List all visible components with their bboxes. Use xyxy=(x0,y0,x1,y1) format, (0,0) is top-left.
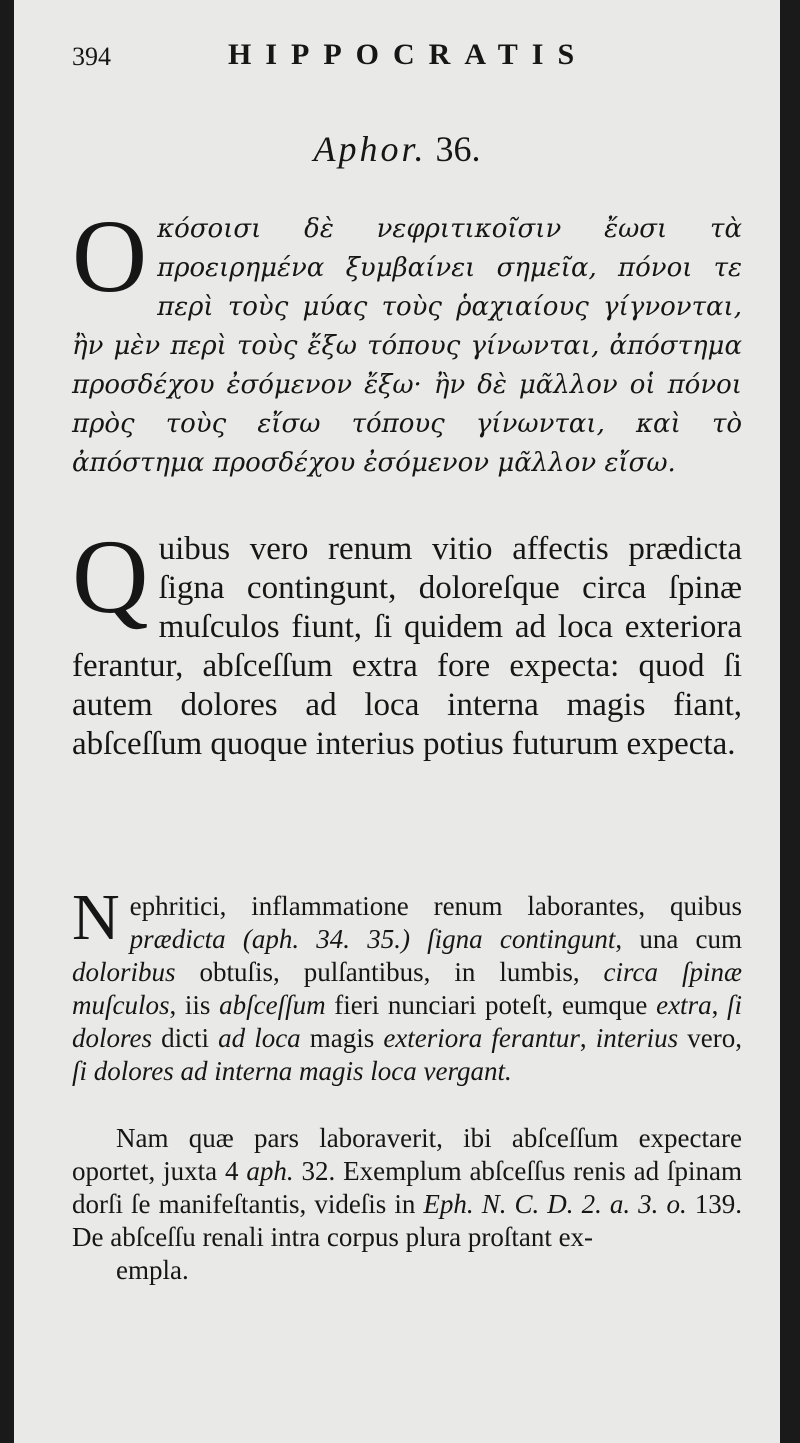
commentary-span: 32. Exemplum abſceſſus renis ad ſpinam dorſi ſe manifeſtantis, videſis in xyxy=(72,1156,742,1219)
commentary-span: circa ſpinæ muſculos xyxy=(72,957,742,1020)
greek-drop-cap: O xyxy=(72,199,148,314)
commentary-span: 139. De abſceſſu renali intra corpus plura proſtant ex- xyxy=(72,1189,743,1252)
latin-translation xyxy=(72,518,742,764)
running-head xyxy=(72,28,612,74)
commentary-span: obtuſis, pulſantibus, in lumbis, xyxy=(175,957,604,987)
commentary-span: ad loca xyxy=(218,1023,301,1053)
commentary-span: , xyxy=(711,990,727,1020)
commentary-span: doloribus xyxy=(72,957,176,987)
commentary-span: prædicta (aph. 34. 35.) ſigna contingunt xyxy=(129,924,616,954)
commentary-span: exteriora ferantur xyxy=(383,1023,580,1053)
commentary-span: extra xyxy=(656,990,712,1020)
greek-aphorism xyxy=(72,199,742,483)
commentary-span: , xyxy=(579,1023,596,1053)
page-number: 394 xyxy=(72,42,111,71)
greek-text: κόσοισι δὲ νεφριτικοῖσιν ἔωσι τὰ προειρημένα ξυμβαίνει σημεῖα, πόνοι τε περὶ τοὺς μύας τοὺς ῥαχιαίους γίγνονται, ἢν μὲν περὶ τοὺς ἔξω τόπους γίνωνται, ἀπόστημα προσδέχου ἐσόμενον ἔξω· ἢν δὲ μᾶλλον οἱ πόνοι πρὸς τοὺς εἴσω τόπους γίνωνται, καὶ τὸ ἀπόστημα προσδέχου ἐσόμενον μᾶλλον εἴσω. xyxy=(72,214,742,478)
aphorism-label: Aphor. xyxy=(313,129,427,169)
commentary-drop-cap: N xyxy=(72,881,120,954)
commentary-span: abſceſſum xyxy=(219,990,326,1020)
latin-text: uibus vero renum vitio affectis prædicta ſigna contingunt, doloreſque circa ſpinæ muſculos fiunt, ſi quidem ad loca exteriora ferantur, abſceſſum extra fore expecta: quod ſi autem dolores ad loca interna magis fiant, abſceſſum quoque interius potius futurum expecta. xyxy=(72,531,742,762)
commentary-paragraph-2 xyxy=(72,1122,742,1287)
aphorism-heading xyxy=(14,128,780,170)
commentary-span: ſi dolores xyxy=(72,990,743,1053)
aphorism-number: 36. xyxy=(435,129,481,169)
commentary-span: fieri nunciari poteſt, eumque xyxy=(325,990,657,1020)
latin-drop-cap: Q xyxy=(72,518,149,635)
book-page xyxy=(14,0,780,1443)
commentary-span: vero, xyxy=(678,1023,742,1053)
commentary-span: magis xyxy=(300,1023,384,1053)
commentary-span: Eph. N. C. D. 2. a. 3. o. xyxy=(423,1189,687,1219)
commentary-span: ephritici, inflammatione renum laborantes, quibus xyxy=(129,891,742,921)
commentary-span: , una cum xyxy=(615,924,742,954)
commentary-span: dicti xyxy=(152,1023,219,1053)
commentary-span: ſi dolores ad interna magis loca vergant. xyxy=(72,1056,512,1086)
commentary-span: , iis xyxy=(169,990,220,1020)
running-title: HIPPOCRATIS xyxy=(228,38,589,71)
commentary-paragraph-1 xyxy=(72,881,743,1088)
commentary-span: aph. xyxy=(246,1156,294,1186)
commentary-span: interius xyxy=(595,1023,679,1053)
commentary-span: Nam quæ pars laboraverit, ibi abſceſſum expectare oportet, juxta 4 xyxy=(72,1123,742,1186)
commentary-last-line: empla. xyxy=(116,1255,189,1285)
